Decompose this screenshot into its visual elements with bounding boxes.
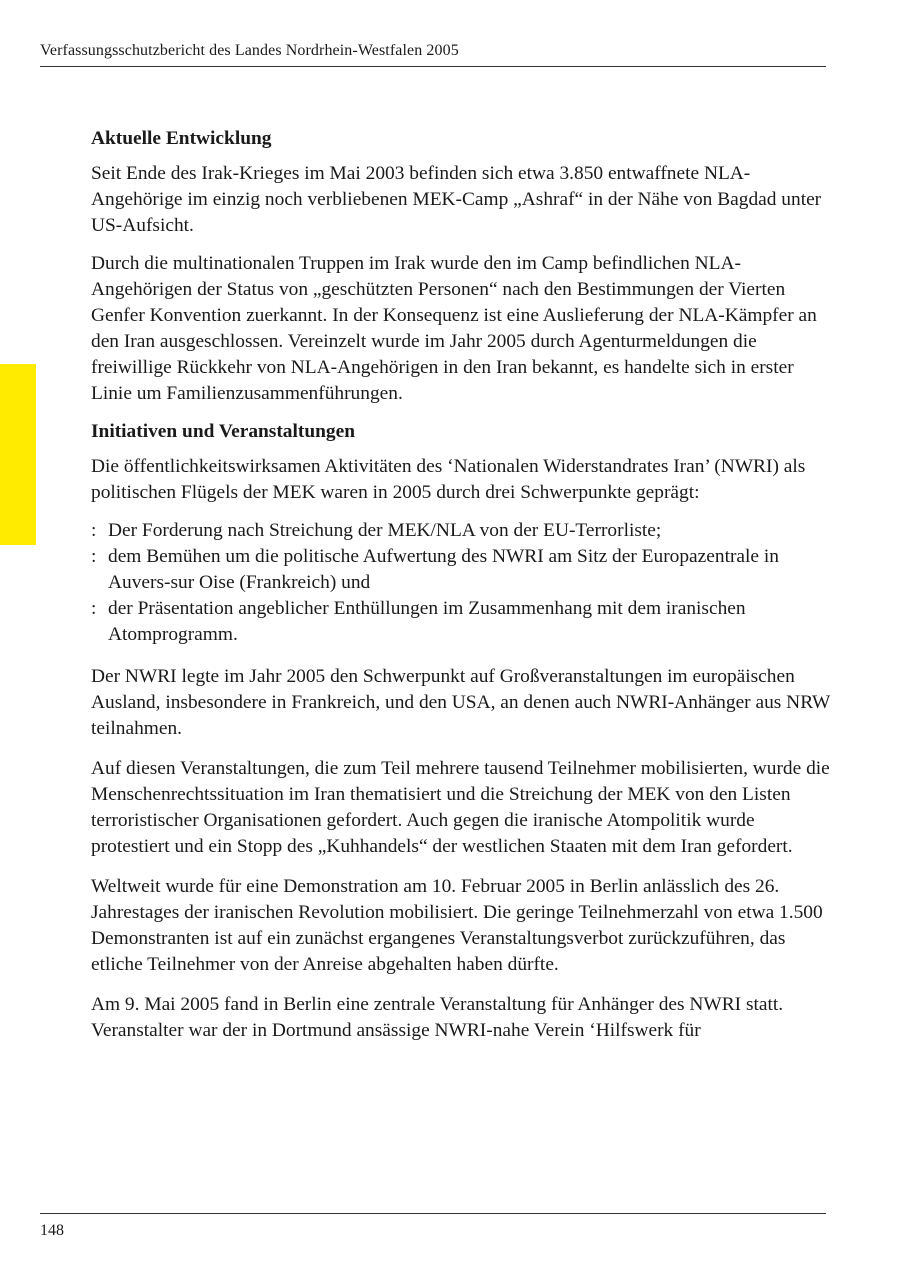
list-item	[91, 544, 831, 596]
list-bullet: :	[91, 546, 97, 567]
list-item-text: Der Forderung nach Streichung der MEK/NLA von der EU-Terrorliste;	[108, 520, 662, 541]
section-heading-initiativen: Initiativen und Veranstaltungen	[91, 421, 355, 442]
list-item-text: der Präsentation angeblicher Enthüllungen im Zusammenhang mit dem iranischen Atomprogramm.	[108, 598, 746, 645]
list-item-text: dem Bemühen um die politische Aufwertung des NWRI am Sitz der Europazentrale in Auvers-sur Oise (Frankreich) und	[108, 546, 779, 593]
page-body	[91, 126, 831, 1058]
list-item	[91, 518, 831, 544]
chapter-marker-tab	[0, 364, 36, 545]
paragraph: Auf diesen Veranstaltungen, die zum Teil mehrere tausend Teilnehmer mobilisierten, wurde die Menschenrechtssituation im Iran thematisiert und die Streichung der MEK von den Listen terroristischer Organisationen gefordert. Auch gegen die iranische Atompolitik wurde protestiert und ein Stopp des „Kuhhandels“ der westlichen Staaten mit dem Iran gefordert.	[91, 758, 830, 857]
list-item	[91, 596, 831, 648]
section-heading-aktuelle-entwicklung: Aktuelle Entwicklung	[91, 128, 272, 149]
running-header: Verfassungsschutzbericht des Landes Nordrhein-Westfalen 2005	[40, 42, 459, 59]
paragraph: Der NWRI legte im Jahr 2005 den Schwerpunkt auf Großveranstaltungen im europäischen Ausland, insbesondere in Frankreich, und den USA, an denen auch NWRI-Anhänger aus NRW teilnahmen.	[91, 666, 831, 739]
header-divider	[40, 66, 826, 67]
paragraph: Weltweit wurde für eine Demonstration am 10. Februar 2005 in Berlin anlässlich des 26. Jahrestages der iranischen Revolution mobilisiert. Die geringe Teilnehmerzahl von etwa 1.500 Demonstranten ist auf ein zunächst ergangenes Veranstaltungsverbot zurückzuführen, das etliche Teilnehmer von der Anreise abgehalten haben dürfte.	[91, 876, 823, 975]
list-bullet: :	[91, 598, 97, 619]
list-bullet: :	[91, 520, 97, 541]
focus-list	[91, 518, 831, 648]
footer-divider	[40, 1213, 826, 1214]
page-number: 148	[40, 1222, 64, 1239]
paragraph: Am 9. Mai 2005 fand in Berlin eine zentrale Veranstaltung für Anhänger des NWRI statt. Veranstalter war der in Dortmund ansässige NWRI-nahe Verein ‘Hilfswerk für	[91, 994, 784, 1041]
paragraph: Die öffentlichkeitswirksamen Aktivitäten des ‘Nationalen Widerstandrates Iran’ (NWRI) als politischen Flügels der MEK waren in 2005 durch drei Schwerpunkte geprägt:	[91, 456, 806, 503]
paragraph: Durch die multinationalen Truppen im Irak wurde den im Camp befindlichen NLA-Angehörigen der Status von „geschützten Personen“ nach den Bestimmungen der Vierten Genfer Konvention zuerkannt. In der Konsequenz ist eine Auslieferung der NLA-Kämpfer an den Iran ausgeschlossen. Vereinzelt wurde im Jahr 2005 durch Agenturmeldungen die freiwillige Rückkehr von NLA-Angehörigen in den Iran bekannt, es handelte sich in erster Linie um Familienzusammenführungen.	[91, 253, 817, 404]
paragraph: Seit Ende des Irak-Krieges im Mai 2003 befinden sich etwa 3.850 entwaffnete NLA-Angehörige im einzig noch verbliebenen MEK-Camp „Ashraf“ in der Nähe von Bagdad unter US-Aufsicht.	[91, 163, 822, 236]
